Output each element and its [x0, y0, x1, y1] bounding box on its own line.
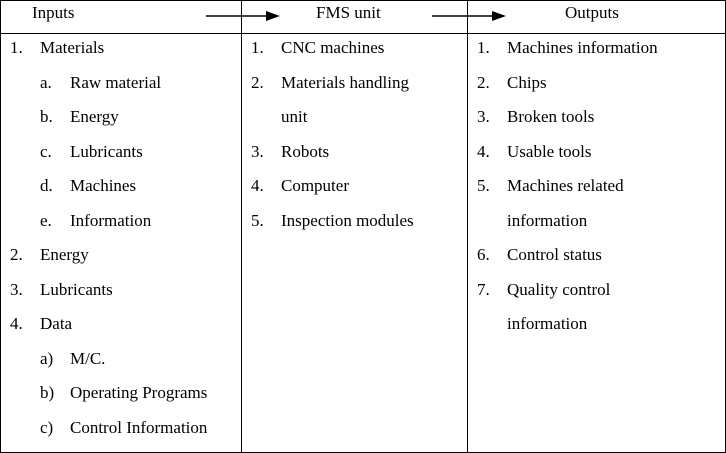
list-item-number: e.: [40, 210, 52, 230]
list-item-text: Machines information: [507, 38, 658, 57]
column-divider-2: [467, 0, 468, 453]
list-item-text: Materials handling: [281, 72, 409, 92]
list-item-text: Usable tools: [507, 141, 592, 161]
list-item-text: Materials: [40, 38, 105, 57]
list-item-text: Energy: [40, 245, 89, 264]
list-item-text: Computer: [281, 176, 349, 195]
list-item-number: c): [40, 417, 54, 437]
list-item-number: b): [40, 383, 55, 402]
list-item-number: 5.: [477, 176, 490, 195]
list-item-number: 7.: [477, 279, 490, 299]
header-outputs: Outputs: [565, 3, 619, 22]
list-item-text: Data: [40, 314, 73, 333]
list-item-number: 2.: [10, 245, 23, 264]
list-item-number: 5.: [251, 210, 264, 230]
list-item-text: Inspection modules: [281, 210, 414, 230]
list-item-number: 4.: [10, 314, 23, 333]
list-item-text: Operating Programs: [70, 383, 208, 402]
list-item-text: CNC machines: [281, 38, 385, 57]
list-item-text: Information: [70, 210, 152, 230]
list-item-text: Broken tools: [507, 107, 595, 126]
list-item-text: Lubricants: [70, 141, 143, 161]
list-item-text: Quality control: [507, 279, 611, 299]
list-item-text: Control Information: [70, 417, 208, 437]
list-item-text: unit: [281, 107, 308, 126]
list-item-number: 3.: [10, 279, 23, 299]
list-item-number: 6.: [477, 245, 490, 264]
list-item-text: information: [507, 210, 588, 230]
header-inputs: Inputs: [32, 3, 75, 22]
list-item-number: a.: [40, 72, 52, 92]
list-item-number: d.: [40, 176, 53, 195]
list-item-text: Energy: [70, 107, 119, 126]
list-item-text: Raw material: [70, 72, 162, 92]
list-item-number: 3.: [477, 107, 490, 126]
arrow-right-icon: [206, 6, 280, 26]
list-item-text: information: [507, 314, 588, 333]
list-item-number: 4.: [251, 176, 264, 195]
list-item-text: Machines related: [507, 176, 624, 195]
list-item-number: 1.: [10, 38, 23, 57]
list-item-number: 3.: [251, 141, 264, 161]
header-fms-unit: FMS unit: [316, 3, 381, 22]
list-item-number: 1.: [251, 38, 264, 57]
header-divider: [0, 33, 726, 34]
list-item-number: a): [40, 348, 54, 368]
list-item-text: Control status: [507, 245, 602, 264]
list-item-number: b.: [40, 107, 53, 126]
list-item-number: c.: [40, 141, 52, 161]
list-item-text: Lubricants: [40, 279, 113, 299]
list-item-text: M/C.: [70, 348, 106, 368]
list-item-text: Machines: [70, 176, 137, 195]
list-item-number: 4.: [477, 141, 490, 161]
list-item-number: 2.: [251, 72, 264, 92]
arrow-right-icon: [432, 6, 506, 26]
list-item-number: 2.: [477, 72, 490, 92]
list-item-text: Chips: [507, 72, 547, 92]
column-divider-1: [241, 0, 242, 453]
list-item-text: Robots: [281, 141, 330, 161]
list-item-number: 1.: [477, 38, 490, 57]
